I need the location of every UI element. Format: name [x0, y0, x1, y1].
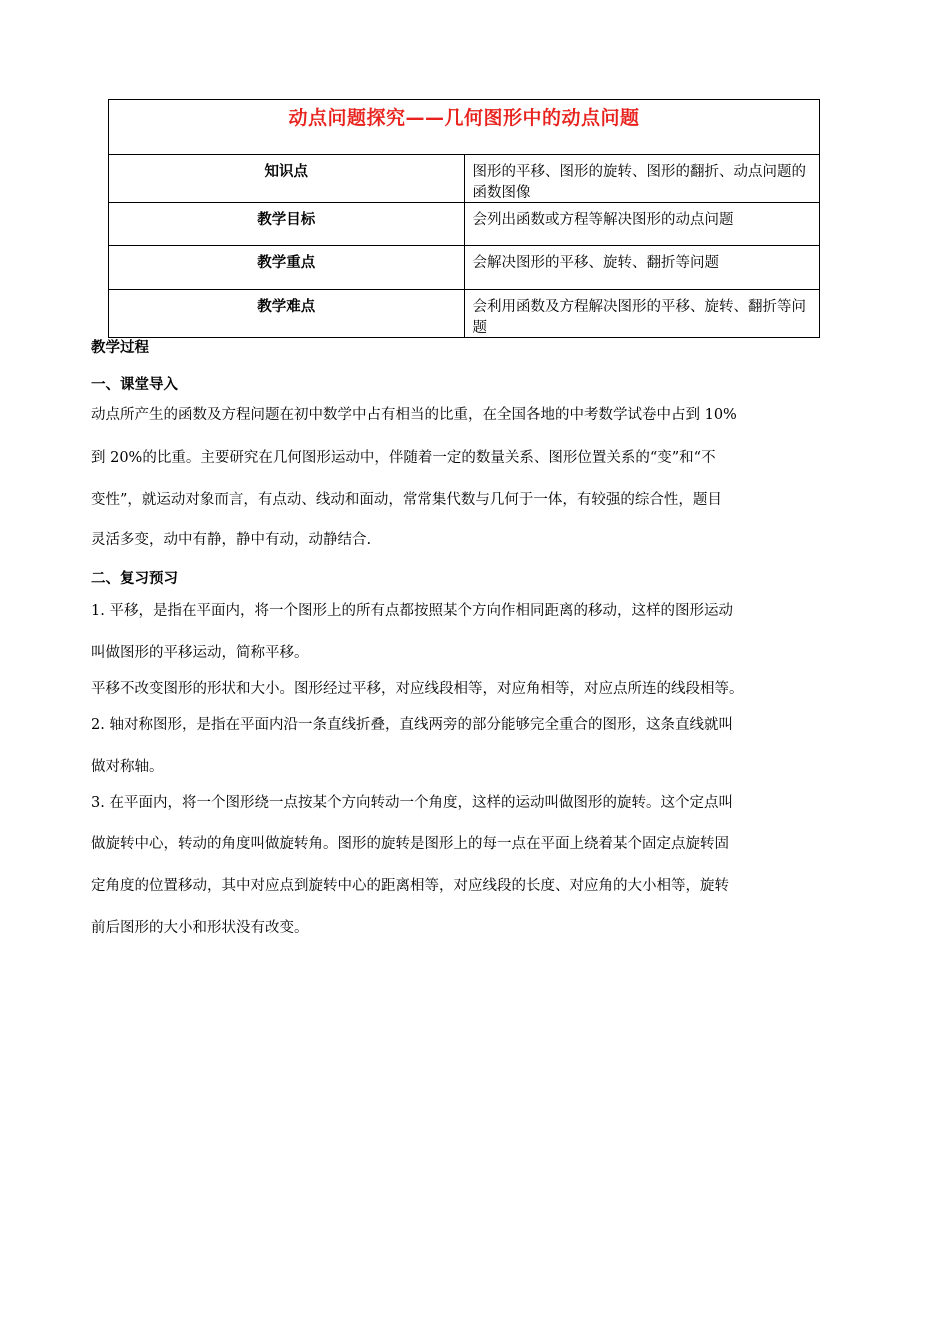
section-review-heading: 二、复习预习 — [91, 571, 178, 587]
row-value-cell — [464, 246, 820, 290]
table-row — [109, 246, 820, 290]
table-title-cell — [109, 100, 820, 155]
review-item-2-line-2: 做对称轴。 — [91, 759, 164, 775]
review-item-2-line-1: 2. 轴对称图形，是指在平面内沿一条直线折叠，直线两旁的部分能够完全重合的图形，这条直线就叫 — [91, 717, 733, 733]
section-intro-heading: 一、课堂导入 — [91, 377, 178, 393]
row-value-cell — [464, 155, 820, 203]
row-label: 知识点 — [264, 164, 308, 180]
table-row — [109, 155, 820, 203]
row-label-cell — [109, 246, 465, 290]
review-item-1-note: 平移不改变图形的形状和大小。图形经过平移，对应线段相等，对应角相等，对应点所连的线段相等。 — [91, 681, 744, 697]
row-value: 会解决图形的平移、旋转、翻折等问题 — [472, 255, 719, 271]
lesson-info-table — [108, 99, 820, 338]
lesson-title: 动点问题探究——几何图形中的动点问题 — [288, 107, 640, 129]
table-row — [109, 203, 820, 246]
row-value: 会利用函数及方程解决图形的平移、旋转、翻折等问题 — [472, 299, 806, 336]
intro-line-2: 到 20%的比重。主要研究在几何图形运动中，伴随着一定的数量关系、图形位置关系的“变”和“不 — [91, 450, 716, 466]
review-item-1-line-1: 1. 平移，是指在平面内，将一个图形上的所有点都按照某个方向作相同距离的移动，这样的图形运动 — [91, 603, 733, 619]
row-label: 教学目标 — [257, 212, 316, 228]
row-label: 教学难点 — [257, 299, 316, 315]
review-item-1-line-2: 叫做图形的平移运动，简称平移。 — [91, 645, 309, 661]
intro-line-4: 灵活多变，动中有静，静中有动，动静结合. — [91, 532, 372, 548]
row-label-cell — [109, 290, 465, 338]
review-item-3-line-1: 3. 在平面内，将一个图形绕一点按某个方向转动一个角度，这样的运动叫做图形的旋转。这个定点叫 — [91, 795, 733, 811]
review-item-3-line-3: 定角度的位置移动，其中对应点到旋转中心的距离相等，对应线段的长度、对应角的大小相等，旋转 — [91, 878, 729, 894]
process-heading: 教学过程 — [91, 340, 149, 356]
row-value-cell — [464, 203, 820, 246]
row-label-cell — [109, 155, 465, 203]
intro-line-3: 变性”，就运动对象而言，有点动、线动和面动，常常集代数与几何于一体，有较强的综合性，题目 — [91, 492, 722, 508]
row-label: 教学重点 — [257, 255, 316, 271]
intro-line-1: 动点所产生的函数及方程问题在初中数学中占有相当的比重，在全国各地的中考数学试卷中占到 10% — [91, 407, 737, 423]
table-row — [109, 290, 820, 338]
review-item-3-line-2: 做旋转中心，转动的角度叫做旋转角。图形的旋转是图形上的每一点在平面上绕着某个固定点旋转固 — [91, 836, 729, 852]
row-label-cell — [109, 203, 465, 246]
review-item-3-line-4: 前后图形的大小和形状没有改变。 — [91, 920, 309, 936]
row-value: 会列出函数或方程等解决图形的动点问题 — [472, 212, 734, 228]
row-value-cell — [464, 290, 820, 338]
row-value: 图形的平移、图形的旋转、图形的翻折、动点问题的函数图像 — [472, 164, 806, 201]
